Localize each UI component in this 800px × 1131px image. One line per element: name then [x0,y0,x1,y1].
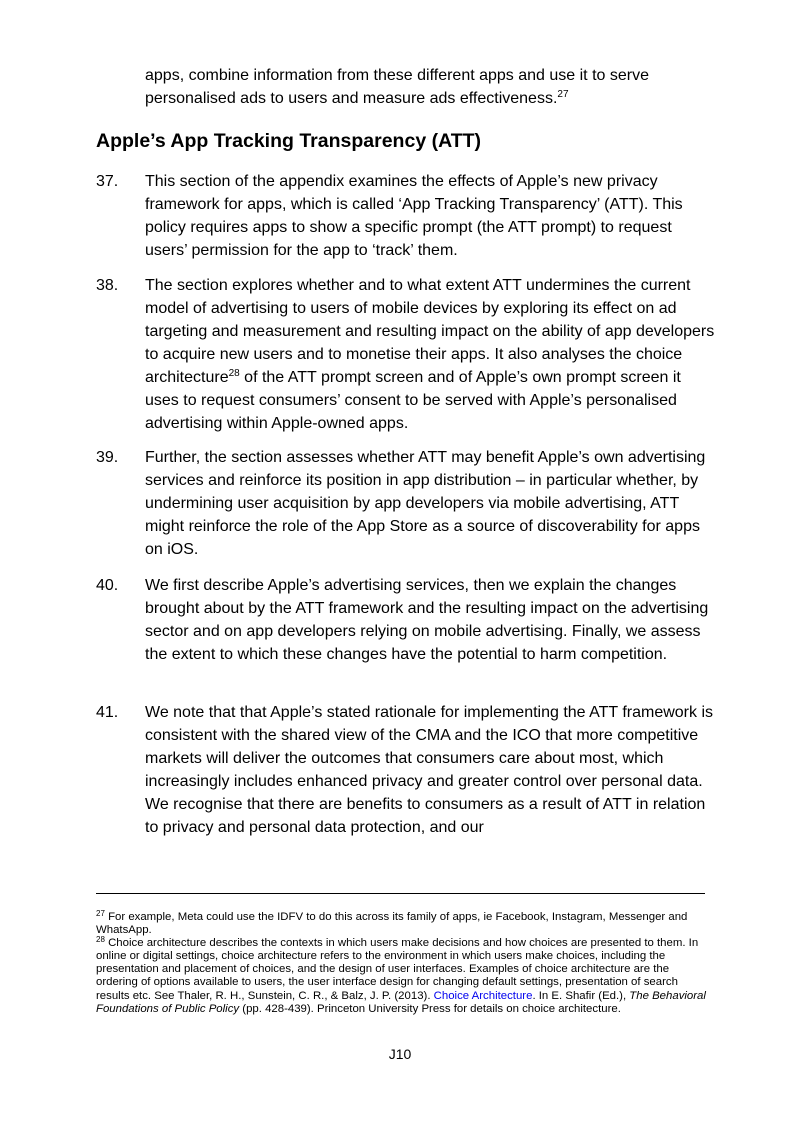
book-title: The Behavioral Foundations of Public Policy [96,989,706,1015]
footnote-28 [96,937,708,1016]
paragraph-text: Further, the section assesses whether ATT may benefit Apple’s own advertising services and reinforce its position in app distribution – in particular whether, by undermining user acquisition by app developers via mobile advertising, ATT might reinforce the role of the App Store as a source of discoverability for apps on iOS. [145,449,706,558]
footnote-text: Choice architecture describes the contexts in which users make decisions and how choices are presented to them. In online or digital settings, choice architecture refers to the environment in which users make choices, including the presentation and placement of choices, and the design of user interfaces. Examples of choice architecture are the ordering of options available to users, the user interface design for changing default settings, presentation of search results etc. See Thaler, R. H., Sunstein, C. R., & Balz, J. P. (2013). [96,937,699,1002]
paragraph-number: 41. [96,704,119,721]
footnote-text: . In E. Shafir (Ed.), [532,989,630,1002]
page-number: J10 [388,1046,412,1062]
paragraph-text: This section of the appendix examines the effects of Apple’s new privacy framework for apps, which is called ‘App Tracking Transparency’ (ATT). This policy requires apps to show a specific prompt (the ATT prompt) to request users’ permission for the app to ‘track’ them. [145,173,683,259]
footnote-marker: 28 [96,935,105,945]
paragraph-number: 37. [96,173,119,190]
paragraph-38 [96,274,716,435]
paragraph-number: 40. [96,577,119,594]
paragraph-40 [96,574,716,666]
footnote-text: (pp. 428-439). Princeton University Press for details on choice architecture. [239,1002,621,1015]
paragraph-text [145,274,716,435]
paragraph-37 [96,170,716,262]
footnote-marker: 27 [96,909,105,918]
footnote-27 [96,911,708,937]
paragraph-39 [96,446,716,561]
paragraph-text: We note that that Apple’s stated rationale for implementing the ATT framework is consistent with the shared view of the CMA and the ICO that more competitive markets will deliver the outcomes that consumers care about most, which increasingly includes enhanced privacy and greater control over personal data. We recognise that there are benefits to consumers as a result of ATT in relation to privacy and personal data protection, and our [145,704,713,836]
paragraph-number: 39. [96,449,119,466]
paragraph-text-part: of the ATT prompt screen and of Apple’s own prompt screen it uses to request consumers’ consent to be served with Apple’s personalised advertising within Apple-owned apps. [145,369,681,432]
footnotes [96,911,708,1016]
footnote-divider [96,893,705,894]
footnote-text: For example, Meta could use the IDFV to do this across its family of apps, ie Facebook, Instagram, Messenger and WhatsApp. [96,911,688,937]
continuation-text: apps, combine information from these different apps and use it to serve personalised ads to users and measure ads effectiveness. [145,67,649,107]
paragraph-text-part: The section explores whether and to what extent ATT undermines the current model of advertising to users of mobile devices by exploring its effect on ad targeting and measurement and resulting impact on the ability of app developers to acquire new users and to monetise their apps. It also analyses the choice architecture [145,277,715,386]
paragraph-number: 38. [96,277,119,294]
paragraph-41 [96,701,716,839]
footnote-ref-27[interactable]: 27 [557,89,569,100]
choice-architecture-link[interactable]: Choice Architecture [433,989,533,1002]
section-heading: Apple’s App Tracking Transparency (ATT) [96,130,482,152]
footnote-ref-28[interactable]: 28 [228,368,240,379]
continuation-paragraph [145,64,715,110]
paragraph-text: We first describe Apple’s advertising services, then we explain the changes brought about by the ATT framework and the resulting impact on the advertising sector and on app developers relying on mobile advertising. Finally, we assess the extent to which these changes have the potential to harm competition. [145,577,709,663]
